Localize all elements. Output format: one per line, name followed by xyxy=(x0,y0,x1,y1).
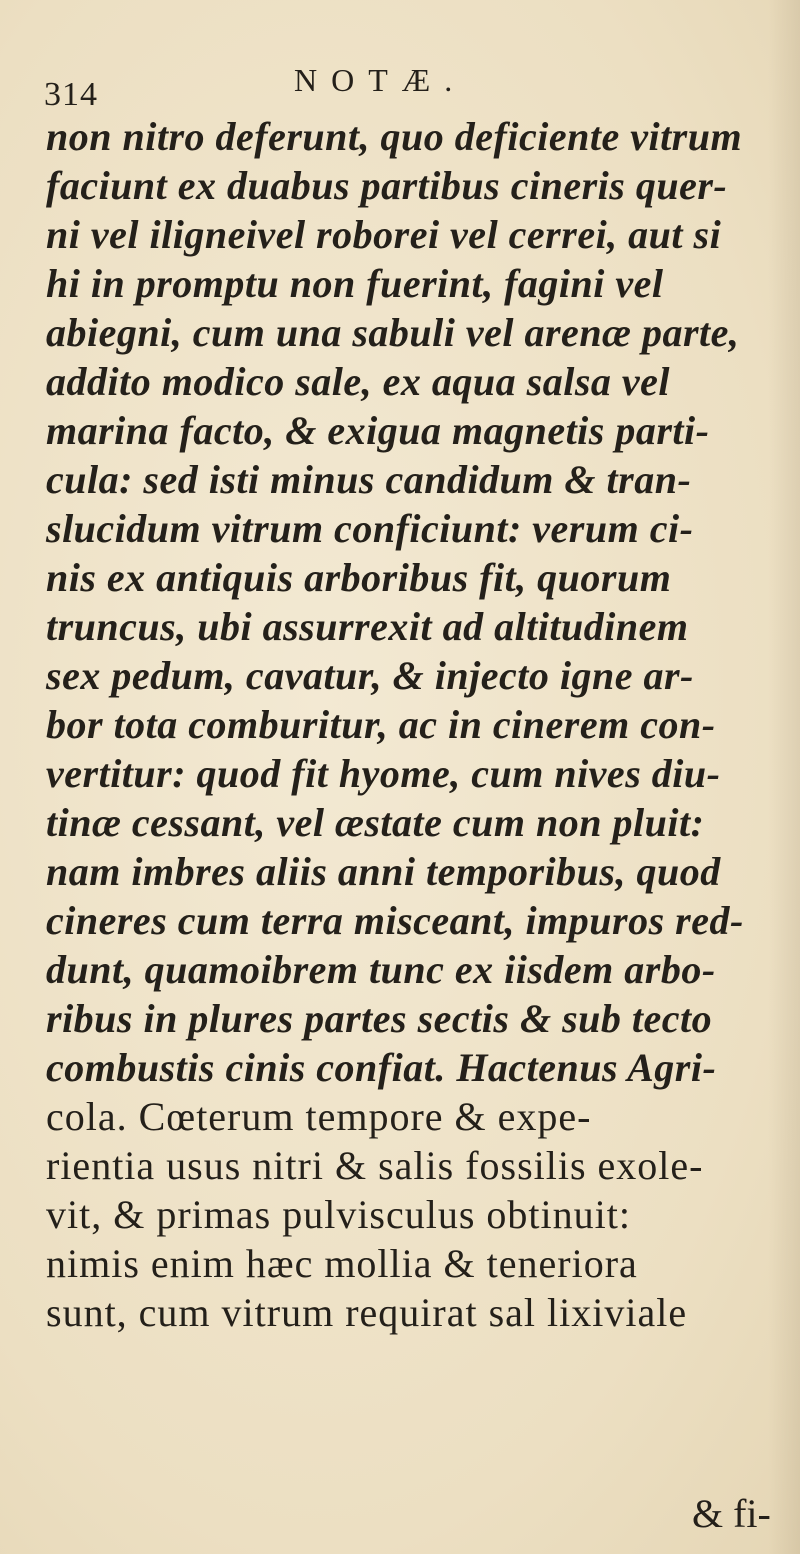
text-line: vertitur: quod fit hyome, cum nives diu- xyxy=(46,751,721,796)
catchword: & fi- xyxy=(692,1491,771,1536)
text-line: sex pedum, cavatur, & injecto igne ar- xyxy=(46,653,694,698)
text-line: bor tota comburitur, ac in cinerem con- xyxy=(46,702,716,747)
body-text xyxy=(46,112,770,1337)
text-line: ni vel iligneivel roborei vel cerrei, aut si xyxy=(46,212,722,257)
text-line: cineres cum terra misceant, impuros red- xyxy=(46,898,744,943)
text-line: sunt, cum vitrum requirat sal lixiviale xyxy=(46,1290,688,1335)
text-line: ribus in plures partes sectis & sub tecto xyxy=(46,996,713,1041)
running-head: NOTÆ. xyxy=(294,62,467,98)
text-line: addito modico sale, ex aqua salsa vel xyxy=(46,359,671,404)
text-line: combustis cinis confiat. Hactenus Agri- xyxy=(46,1045,717,1090)
text-line: marina facto, & exigua magnetis parti- xyxy=(46,408,710,453)
text-line: truncus, ubi assurrexit ad altitudinem xyxy=(46,604,689,649)
page-number: 314 xyxy=(44,76,98,113)
text-line: vit, & primas pulvisculus obtinuit: xyxy=(46,1192,631,1237)
text-line: cola. Cœterum tempore & expe- xyxy=(46,1094,592,1139)
text-line: cula: sed isti minus candidum & tran- xyxy=(46,457,692,502)
text-line: abiegni, cum una sabuli vel arenæ parte, xyxy=(46,310,740,355)
text-line: faciunt ex duabus partibus cineris quer- xyxy=(46,163,728,208)
text-line: slucidum vitrum conficiunt: verum ci- xyxy=(46,506,694,551)
text-line: tinæ cessant, vel æstate cum non pluit: xyxy=(46,800,705,845)
text-line: hi in promptu non fuerint, fagini vel xyxy=(46,261,664,306)
text-line: dunt, quamoibrem tunc ex iisdem arbo- xyxy=(46,947,716,992)
text-line: non nitro deferunt, quo deficiente vitrum xyxy=(46,114,743,159)
text-line: rientia usus nitri & salis fossilis exole- xyxy=(46,1143,704,1188)
text-line: nam imbres aliis anni temporibus, quod xyxy=(46,849,721,894)
text-line: nimis enim hæc mollia & teneriora xyxy=(46,1241,638,1286)
text-line: nis ex antiquis arboribus fit, quorum xyxy=(46,555,672,600)
